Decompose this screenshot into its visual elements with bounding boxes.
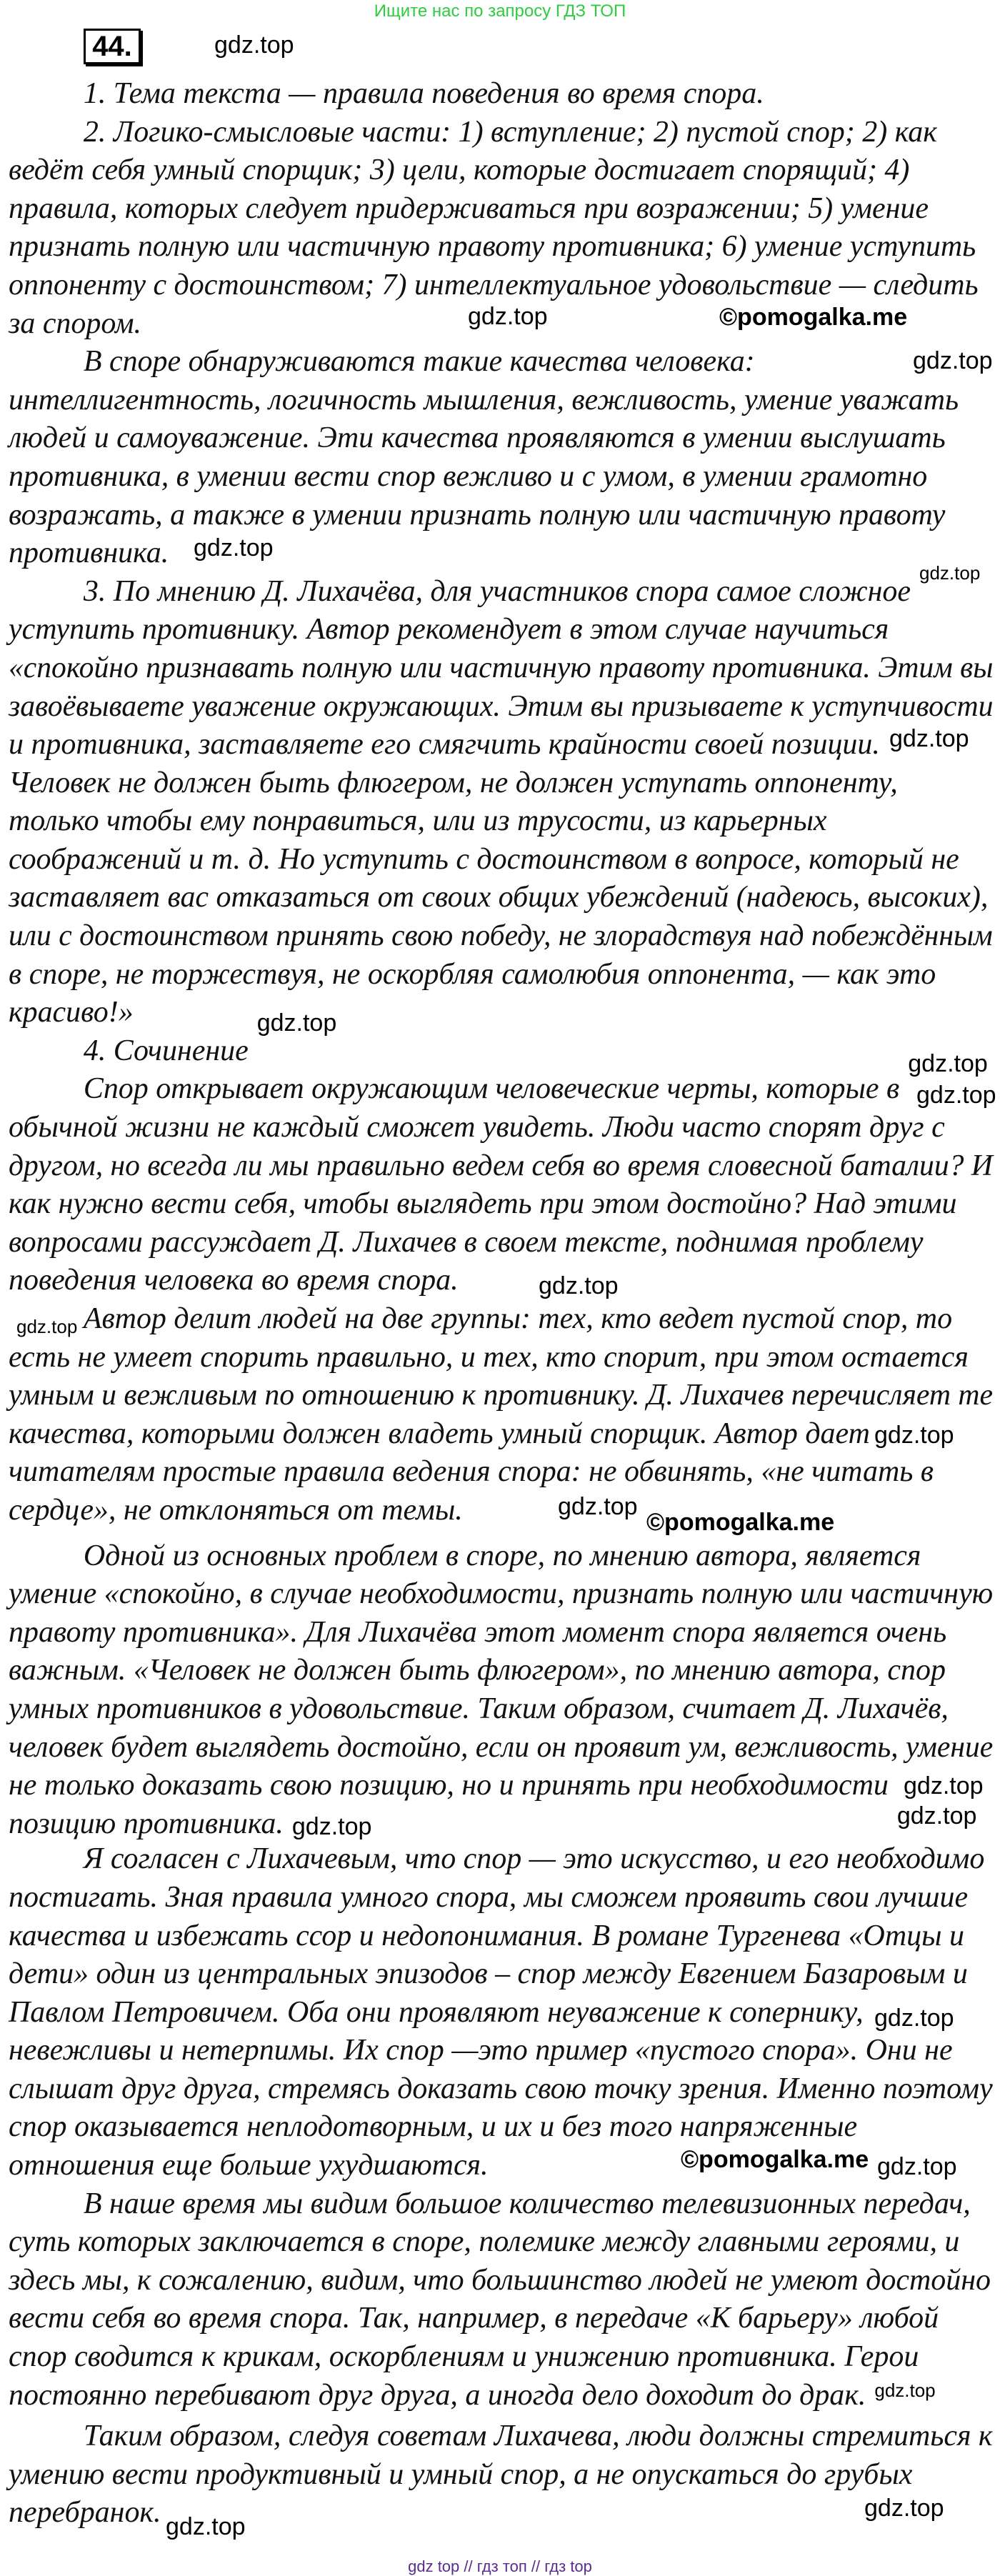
text-line: уступить противнику. Автор рекомендует в этом случае научиться [9,613,889,647]
watermark-gdz: gdz.top [874,2005,954,2032]
text-line: умным и вежливым по отношению к противнику. Д. Лихачев перечисляет те [9,1379,994,1412]
text-line: или с достоинством принять свою победу, не злорадствуя над побеждённым [9,919,993,953]
text-line: только чтобы ему понравиться, или из трусости, из карьерных [9,804,827,838]
text-line: правоту противника». Для Лихачёва этот момент спора является очень [9,1615,947,1649]
watermark-gdz: gdz.top [904,1772,984,1799]
text-line: вопросами рассуждает Д. Лихачев в своем тексте, поднимая проблему [9,1225,924,1259]
watermark-pomogalka: ©pomogalka.me [719,304,908,331]
text-line: возражать, а также в умении признать полную или частичную правоту [9,498,946,531]
text-line: Спор открывает окружающим человеческие черты, которые в [83,1072,900,1106]
text-line: интеллигентность, логичность мышления, вежливость, умение уважать [9,383,959,416]
paragraph [9,1840,994,2185]
watermark-gdz: gdz.top [877,2153,957,2180]
watermark-gdz: gdz.top [539,1272,619,1299]
text-line: перебранок. [9,2496,161,2530]
task-number: 44. [84,29,141,64]
text-line: дети» один из центральных эпизодов – спор между Евгением Базаровым и [9,1957,968,1991]
paragraph [9,1070,994,1300]
text-line: поведения человека во время спора. [9,1264,459,1297]
watermark-gdz: gdz.top [558,1493,638,1520]
text-line: соображений и т. д. Но уступить с достоинством в вопросе, который не [9,842,959,876]
text-line: позицию противника. [9,1807,284,1840]
watermark-gdz: gdz.top [194,534,274,561]
text-line: Павлом Петровичем. Оба они проявляют неуважение к сопернику, [9,1995,864,2029]
text-line: 2. Логико-смысловые части: 1) вступление; 2) пустой спор; 2) как [83,115,937,149]
text-line: умение «спокойно, в случае необходимости, признать полную или частичную [9,1577,994,1611]
text-line: отношения еще больше ухудшаются. [9,2149,489,2182]
text-line: людей и самоуважение. Эти качества проявляются в умении выслушать [9,421,946,455]
watermark-gdz: gdz.top [291,1813,372,1840]
paragraph [9,343,994,573]
text-line: противника. [9,536,169,570]
text-line: читателям простые правила ведения спора: не обвинять, «не читать в [9,1455,934,1489]
paragraph [9,764,994,1032]
text-line: Человек не должен быть флюгером, не должен уступать оппоненту, [9,766,898,799]
text-line: вести себя во время спора. Так, например, в передаче «К барьеру» любой [9,2302,939,2335]
text-line: оппоненту с достоинством; 7) интеллектуальное удовольствие — следить [9,268,979,301]
watermark-gdz: gdz.top [874,1422,954,1449]
paragraph [9,573,994,764]
text-line: здесь мы, к сожалению, видим, что большинство людей не умеют достойно [9,2263,991,2297]
text-line: заставляет вас отказаться от своих общих убеждений (надеюсь, высоких), [9,881,989,914]
watermark-gdz: gdz.top [874,2380,936,2401]
text-line: сердце», не отклоняться от темы. [9,1493,463,1527]
text-line: как нужно вести себя, чтобы выглядеть при этом достойно? Над этими [9,1187,957,1221]
text-line: в споре, не торжествуя, не оскорбляя самолюбия оппонента, — как это [9,957,936,991]
text-line: человек будет выглядеть достойно, если он проявит ум, вежливость, умение [9,1730,994,1764]
text-line: качества и избежать ссор и недопонимания. В романе Тургенева «Отцы и [9,1919,964,1952]
watermark-gdz: gdz.top [16,1316,78,1337]
text-line: и противника, заставляете его смягчить крайности своей позиции. [9,728,880,762]
watermark-gdz: gdz.top [916,1082,996,1109]
text-line: ведёт себя умный спорщик; 3) цели, которые достигает спорящий; 4) [9,154,910,187]
paragraph [9,1300,994,1530]
text-line: правила, которых следует придерживаться при возражении; 5) умение [9,191,929,225]
text-line: Одной из основных проблем в споре, по мнению автора, является [83,1539,921,1572]
watermark-gdz: gdz.top [468,303,548,330]
text-line: противника, в умении вести спор вежливо и с умом, в умении грамотно [9,459,928,493]
text-line: не только доказать свою позицию, но и принять при необходимости [9,1769,889,1802]
text-line: «спокойно признавать полную или частичную правоту противника. Этим вы [9,651,994,684]
watermark-gdz: gdz.top [908,1050,988,1077]
watermark-gdz: gdz.top [166,2513,246,2540]
paragraph [9,2417,994,2532]
watermark-pomogalka: ©pomogalka.me [646,1509,835,1536]
watermark-gdz: gdz.top [256,1009,337,1037]
watermark-gdz: gdz.top [919,562,981,584]
paragraph [9,75,994,114]
text-line: за спором. [9,306,141,340]
text-line: качества, которыми должен владеть умный спорщик. Автор дает [9,1417,870,1450]
text-line: другом, но всегда ли мы правильно ведем себя во время словесной баталии? И [9,1149,993,1182]
text-line: В споре обнаруживаются такие качества человека: [83,345,755,379]
text-line: завоёвываете уважение окружающих. Этим вы призываете к уступчивости [9,689,994,723]
text-line: важным. «Человек не должен быть флюгером», по мнению автора, спор [9,1654,946,1687]
text-line: Я согласен с Лихачевым, что спор — это искусство, и его необходимо [83,1842,985,1876]
text-line: спор оказывается неплодотворным, и их и без того напряженные [9,2110,858,2144]
text-line: 3. По мнению Д. Лихачёва, для участников спора самое сложное [83,574,911,608]
text-line: Таким образом, следуя советам Лихачева, люди должны стремиться к [83,2420,993,2453]
text-line: постигать. Зная правила умного спора, мы сможем проявить свои лучшие [9,1880,969,1914]
watermark-gdz: gdz.top [913,347,993,374]
paragraph [9,2185,994,2415]
text-line: постоянно перебивают друг друга, а иногда дело доходит до драк. [9,2378,866,2412]
text-line: Автор делит людей на две группы: тех, кто ведет пустой спор, то [83,1302,953,1335]
paragraph [9,1032,994,1071]
paragraph [9,1537,994,1844]
watermark-gdz: gdz.top [896,1802,977,1829]
watermark-gdz: gdz.top [889,725,969,752]
text-line: умных противников в удовольствие. Таким образом, считает Д. Лихачёв, [9,1692,949,1725]
watermark-gdz: gdz.top [214,31,294,59]
text-line: суть которых заключается в споре, полемике между главными героями, и [9,2225,960,2259]
text-line: красиво!» [9,996,134,1029]
text-line: невежливы и нетерпимы. Их спор —это пример «пустого спора». Они не [9,2034,953,2067]
text-line: В наше время мы видим большое количество телевизионных передач, [83,2187,971,2220]
watermark-gdz: gdz.top [864,2495,944,2522]
text-line: обычной жизни не каждый сможет увидеть. Люди часто спорят друг с [9,1111,945,1144]
text-line: признать полную или частичную правоту противника; 6) умение уступить [9,230,976,264]
text-line: слышат друг друга, стремясь доказать свою точку зрения. Именно поэтому [9,2072,993,2105]
top-banner: Ищите нас по запросу ГДЗ ТОП [374,1,626,21]
text-line: есть не умеет спорить правильно, и тех, кто спорит, при этом остается [9,1340,969,1374]
text-line: спор сводится к крикам, оскорблениям и унижению противника. Герои [9,2340,919,2374]
text-line: 1. Тема текста — правила поведения во время спора. [83,77,764,110]
text-line: 4. Сочинение [83,1034,249,1067]
text-line: умению вести продуктивный и умный спор, а не опускаться до грубых [9,2457,913,2491]
footer-watermark: gdz top // гдз топ // гдз top [408,2557,592,2575]
watermark-pomogalka: ©pomogalka.me [681,2146,869,2173]
